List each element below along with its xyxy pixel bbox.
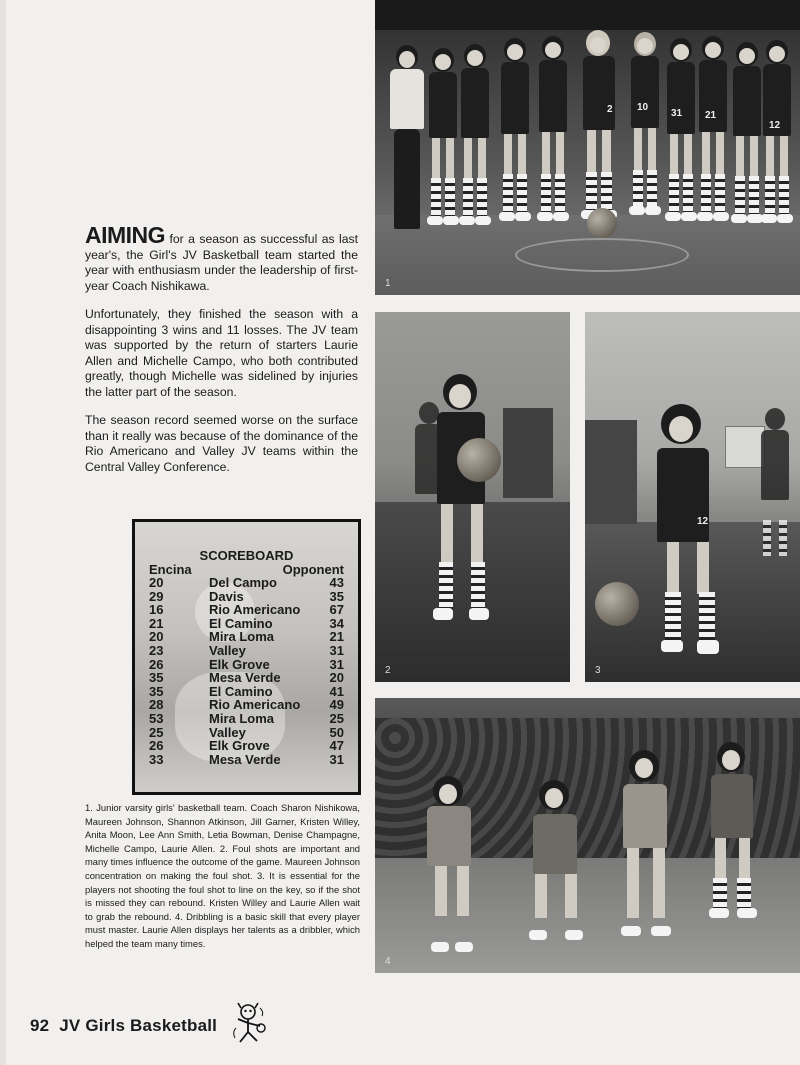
opponent-score: 31: [329, 642, 344, 658]
opponent-name: Mira Loma: [209, 710, 275, 726]
scoreboard-right-header: Opponent: [282, 562, 344, 577]
opponent-score: 20: [329, 670, 344, 686]
encina-score: 26: [149, 738, 164, 754]
intro-text: [85, 222, 358, 488]
scoreboard-row: [149, 712, 344, 726]
scoreboard-row: [149, 726, 344, 740]
photo-number: 4: [385, 956, 391, 967]
encina-score: 33: [149, 751, 164, 767]
encina-score: 20: [149, 629, 164, 645]
encina-score: 21: [149, 615, 164, 631]
opponent-score: 31: [329, 656, 344, 672]
opponent-name: Mesa Verde: [209, 670, 281, 686]
opponent-score: 41: [329, 683, 344, 699]
opponent-score: 21: [329, 629, 344, 645]
opponent-name: Del Campo: [209, 575, 277, 590]
photo-caption: 1. Junior varsity girls' basketball team. Coach Sharon Nishikowa, Maureen Johnson, Shannon Atkinson, Jill Garner, Kristen Willey, Anita Moon, Lee Ann Smith, Letia Bowman, Denise Champagne, Michelle Campo, Laurie Allen. 2. Foul shots are important and many times influence the outcome of the game. Maureen Johnson concentration on making the foul shot. 3. It is essential for the players not shooting the foul shot to line on the key, so if the shot is missed they can rebound. Kristen Willey and Laurie Allen wait to grab the rebound. 4. Dribbling is a basic skill that every player must master. Laurie Allen displays her talents as a dribbler, which helped the team many times.: [85, 802, 360, 949]
opponent-score: 50: [329, 724, 344, 740]
page-footer: [30, 1016, 217, 1036]
basketball-icon: [457, 438, 501, 482]
scoreboard-box: [132, 519, 361, 795]
encina-score: 25: [149, 724, 164, 740]
opponent-name: Elk Grove: [209, 656, 270, 672]
jersey-number: 10: [637, 102, 649, 113]
jersey-number: 12: [697, 516, 709, 527]
jersey-number: 12: [769, 120, 781, 131]
encina-score: 23: [149, 642, 164, 658]
team-photo: [375, 0, 800, 295]
scoreboard-row: [149, 753, 344, 767]
scoreboard-row: [149, 685, 344, 699]
scoreboard-rows: [149, 576, 344, 766]
encina-score: 26: [149, 656, 164, 672]
scoreboard-row: [149, 617, 344, 631]
mascot-icon: [230, 1002, 266, 1044]
photo-number: 2: [385, 665, 391, 676]
intro-paragraph-3: The season record seemed worse on the surface than it really was because of the dominance of the Rio Americano and Valley JV teams within the Central Valley Conference.: [85, 413, 358, 474]
encina-score: 35: [149, 670, 164, 686]
intro-paragraph-1: [85, 222, 358, 294]
scoreboard-title: SCOREBOARD: [199, 548, 294, 563]
jersey-number: 31: [671, 108, 683, 119]
opponent-score: 25: [329, 710, 344, 726]
scoreboard-row: [149, 576, 344, 590]
encina-score: 16: [149, 602, 164, 618]
section-title: JV Girls Basketball: [59, 1016, 218, 1035]
foul-shot-photo: [375, 312, 570, 682]
scoreboard-row: [149, 603, 344, 617]
encina-score: 28: [149, 697, 164, 713]
opponent-score: 47: [329, 738, 344, 754]
opponent-name: Mesa Verde: [209, 751, 281, 767]
rebound-photo: [585, 312, 800, 682]
opponent-name: Davis: [209, 588, 244, 604]
scoreboard-row: [149, 658, 344, 672]
intro-paragraph-2: Unfortunately, they finished the season with a disappointing 3 wins and 11 losses. The JV team was supported by the return of starters Laurie Allen and Michelle Campo, who both contributed greatly, though Michelle was sidelined by injuries the latter part of the season.: [85, 307, 358, 399]
scoreboard-row: [149, 739, 344, 753]
basketball-icon: [595, 582, 639, 626]
scoreboard-row: [149, 630, 344, 644]
scoreboard-row: [149, 698, 344, 712]
opponent-name: Valley: [209, 724, 246, 740]
game-action-photo: [375, 698, 800, 973]
page-number: 92: [30, 1016, 50, 1035]
scoreboard-left-header: Encina: [149, 562, 192, 577]
opponent-name: El Camino: [209, 683, 273, 699]
encina-score: 35: [149, 683, 164, 699]
page-edge: [0, 0, 6, 1065]
opponent-name: Elk Grove: [209, 738, 270, 754]
scoreboard-row: [149, 644, 344, 658]
photo-number: 3: [595, 665, 601, 676]
encina-score: 29: [149, 588, 164, 604]
opponent-score: 31: [329, 751, 344, 767]
jersey-number: 21: [705, 110, 717, 121]
opponent-score: 49: [329, 697, 344, 713]
opponent-score: 34: [329, 615, 344, 631]
opponent-score: 35: [329, 588, 344, 604]
opponent-name: Rio Americano: [209, 602, 301, 618]
basketball-icon: [587, 208, 617, 238]
scoreboard-row: [149, 671, 344, 685]
opponent-score: 43: [329, 575, 344, 590]
opponent-name: Mira Loma: [209, 629, 275, 645]
encina-score: 20: [149, 575, 164, 590]
opponent-score: 67: [329, 602, 344, 618]
opponent-name: Rio Americano: [209, 697, 301, 713]
photo-number: 1: [385, 278, 391, 289]
encina-score: 53: [149, 710, 164, 726]
lead-word: AIMING: [85, 222, 166, 248]
intro-paragraph-1-text: for a season as successful as last year's, the Girl's JV Basketball team started the year with enthusiasm under the leadership of first-year Coach Nishikawa.: [85, 232, 358, 293]
opponent-name: Valley: [209, 642, 246, 658]
scoreboard-row: [149, 590, 344, 604]
opponent-name: El Camino: [209, 615, 273, 631]
jersey-number: 2: [607, 104, 613, 115]
